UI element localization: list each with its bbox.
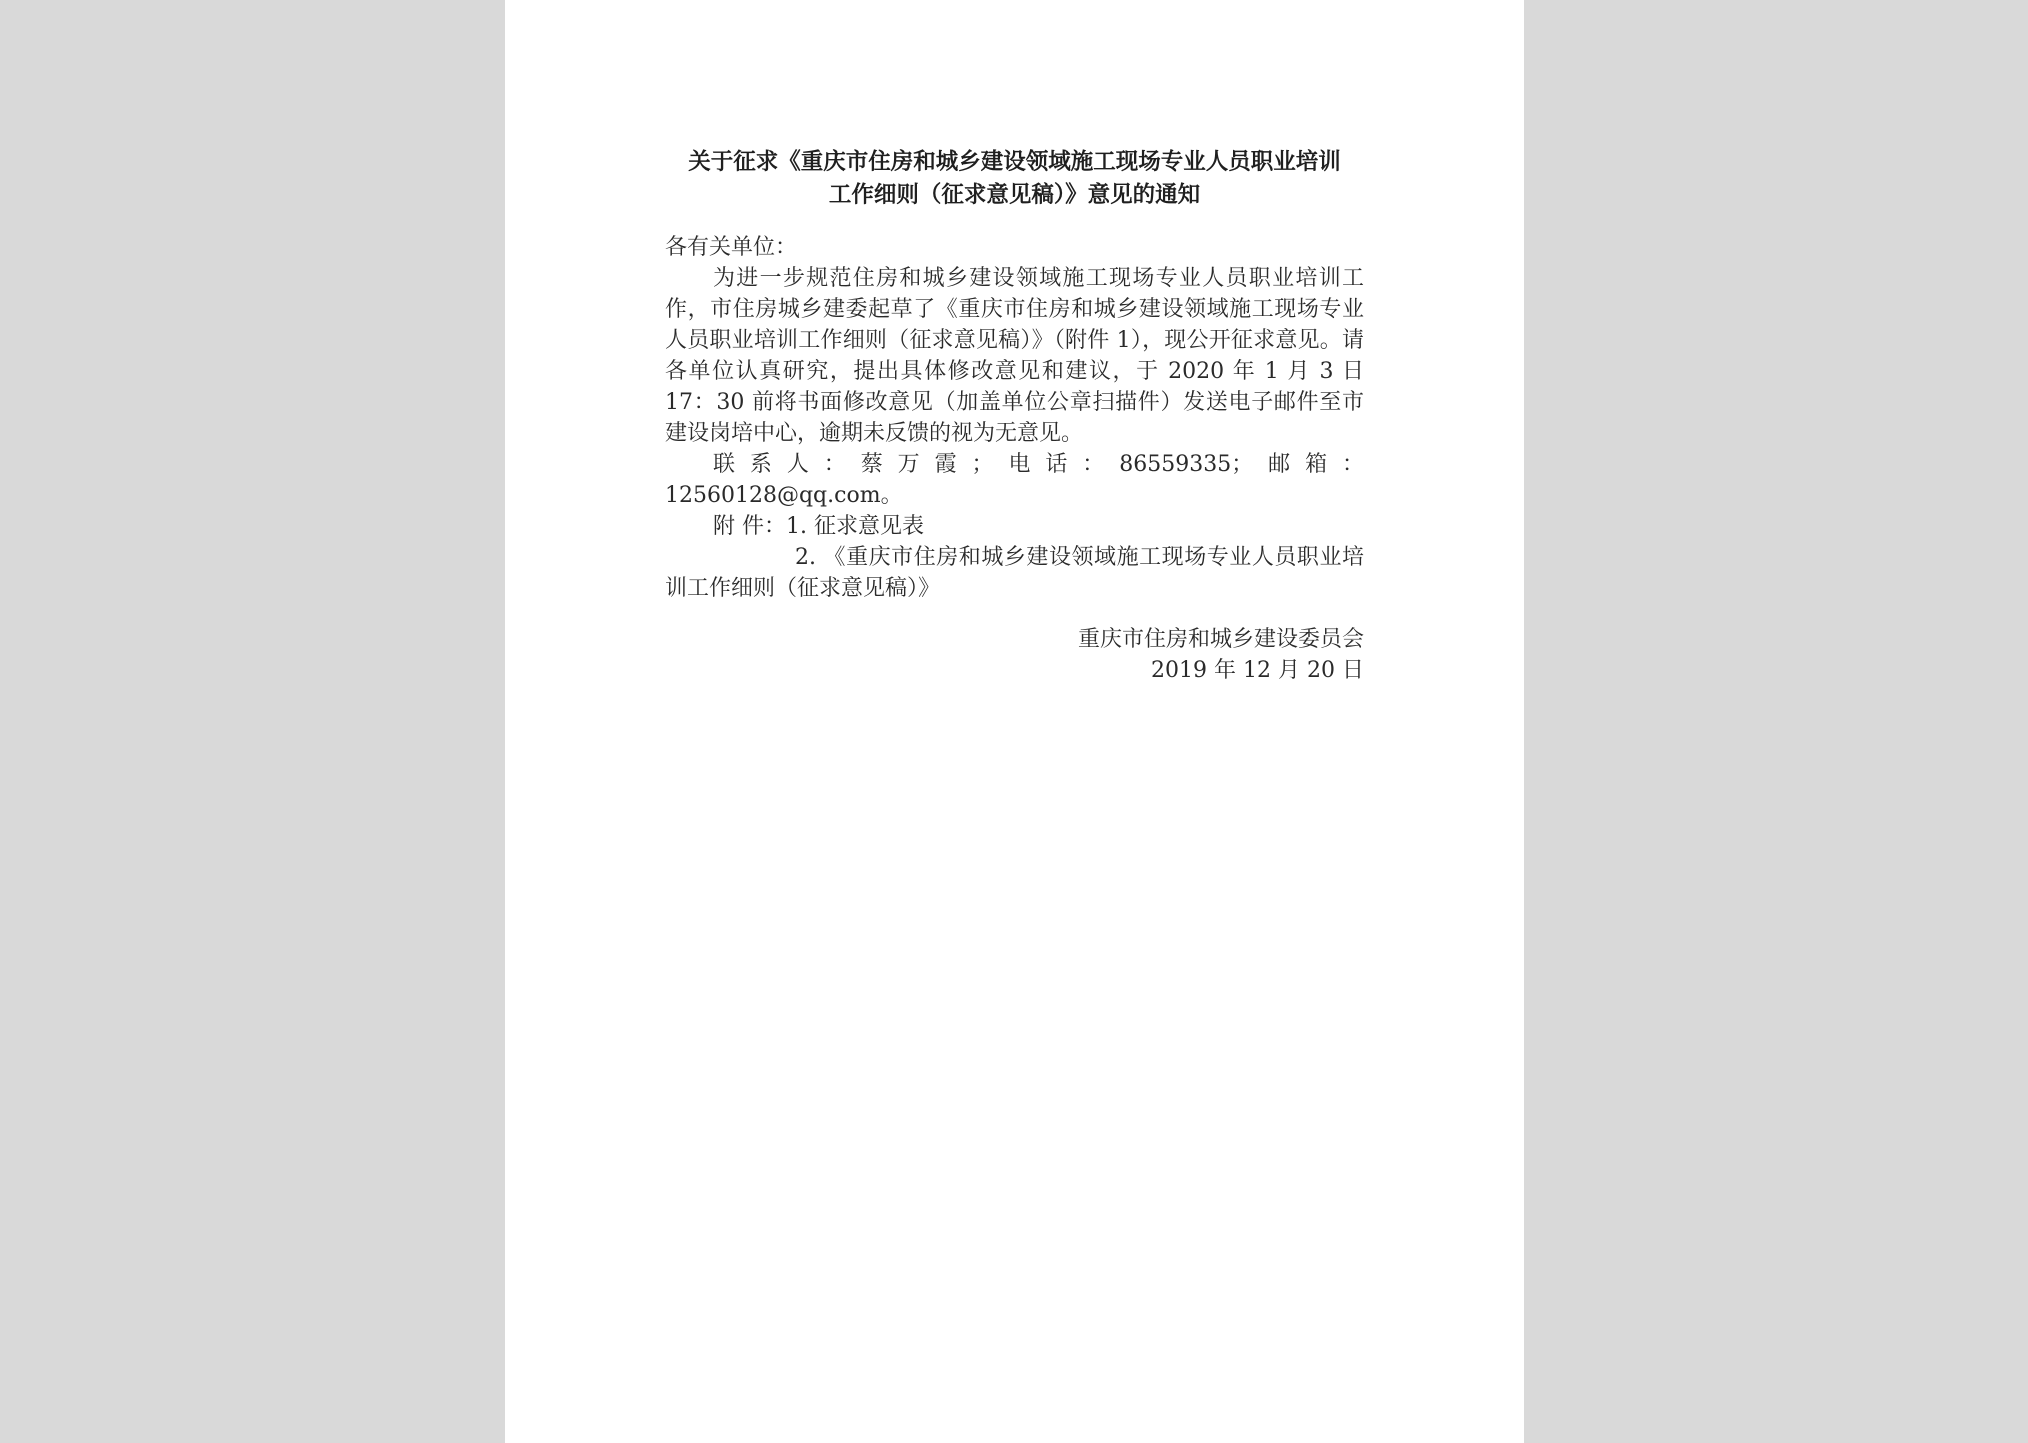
attachment-item-1: 附 件：1. 征求意见表 [713,514,924,539]
issuer-name: 重庆市住房和城乡建设委员会 [1077,627,1364,652]
contact-info: 联系人：蔡万霞；电话：86559335；邮箱：12560128@qq.com。 [665,452,1364,508]
title-line-2: 工作细则（征求意见稿）》意见的通知 [828,182,1201,208]
issue-date: 2019 年 12 月 20 日 [1151,658,1364,683]
title-line-1: 关于征求《重庆市住房和城乡建设领域施工现场专业人员职业培训 [688,149,1341,175]
signature-block [665,624,1364,686]
attachment-item-2: 2. 《重庆市住房和城乡建设领域施工现场专业人员职业培训工作细则（征求意见稿）》 [665,545,1364,601]
salutation: 各有关单位： [665,235,798,260]
document-title [665,146,1364,212]
body-paragraph: 为进一步规范住房和城乡建设领域施工现场专业人员职业培训工作，市住房城乡建委起草了《重庆市住房和城乡建设领域施工现场专业人员职业培训工作细则（征求意见稿）》（附件 1），现公开征求意见。请各单位认真研究，提出具体修改意见和建议，于 2020 年 1 月 3 日 17：30 前将书面修改意见（加盖单位公章扫描件）发送电子邮件至市建设岗培中心，逾期未反馈的视为无意见。 [665,266,1364,446]
document-page [505,0,1524,1443]
document-content [665,146,1364,686]
